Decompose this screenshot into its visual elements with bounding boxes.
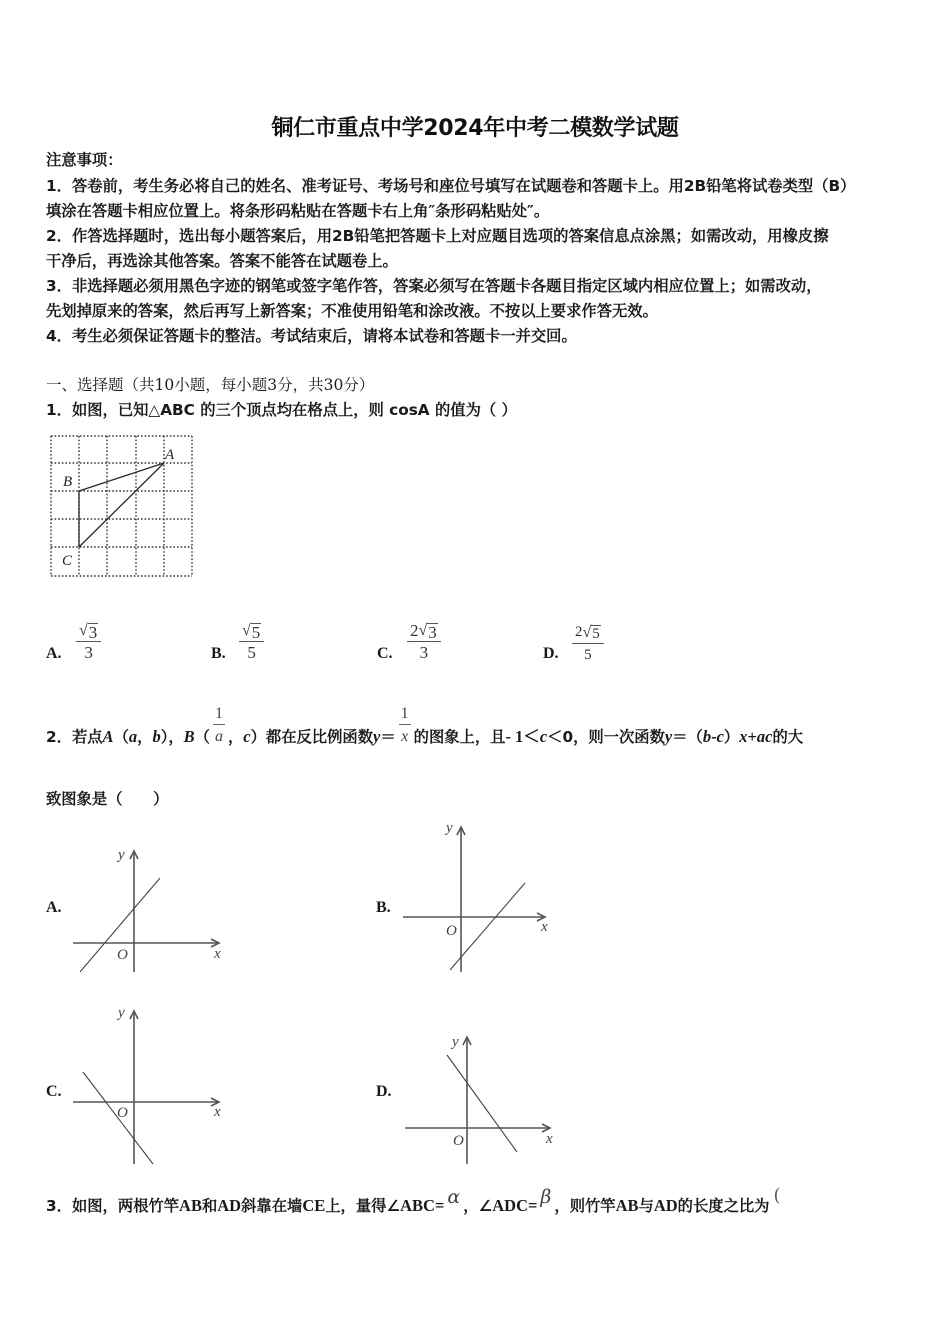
q2-text: -: [711, 727, 717, 746]
vertex-label-a: A: [165, 447, 175, 463]
triangle-abc: [79, 463, 164, 547]
q3-text: 上，量得∠: [325, 1197, 401, 1215]
question-2-stem: [46, 705, 803, 748]
x-axis-label: x: [546, 1131, 553, 1147]
fraction-one-over-x: [399, 705, 411, 748]
q1-option-d-fraction: [572, 622, 604, 666]
q3-text: AB: [179, 1196, 202, 1215]
q3-text: ，∠: [463, 1197, 493, 1215]
q3-text: AD: [217, 1196, 242, 1215]
radical-icon: √: [242, 622, 251, 639]
q1-option-a-label: A.: [46, 645, 62, 662]
q2-text: 的图象上，且: [413, 728, 506, 746]
q2-var: B: [183, 727, 195, 746]
alpha-symbol: α: [447, 1186, 461, 1208]
q3-text: 3．如图，两根竹竿: [46, 1197, 180, 1215]
q2-var: c: [243, 727, 251, 746]
denominator: 3: [419, 643, 429, 662]
q2-var: ac: [756, 727, 773, 746]
q1-option-b-fraction: [239, 620, 264, 664]
q3-text: ADC=: [492, 1196, 538, 1215]
q2-text: ，: [227, 728, 244, 746]
radical-icon: √: [418, 622, 428, 639]
numerator: 1: [400, 705, 409, 722]
q1-option-b-label: B.: [211, 645, 226, 662]
q1-grid-figure: [45, 430, 205, 590]
q2-option-d-graph: [395, 1025, 565, 1170]
note-line: 1．答卷前，考生务必将自己的姓名、准考证号、考场号和座位号填写在试题卷和答题卡上。用2B铅笔将试卷类型（B）: [46, 177, 856, 195]
radical-icon: √: [79, 622, 88, 639]
q2-var: A: [102, 727, 114, 746]
q3-text: CE: [302, 1196, 326, 1215]
q2-text: ，: [137, 728, 153, 746]
q2-var: b: [702, 727, 712, 746]
denominator: 5: [247, 643, 256, 662]
q3-text: ABC=: [400, 1196, 445, 1215]
q2-var: b: [152, 727, 161, 746]
radicand: 3: [428, 623, 437, 642]
note-line: 4．考生必须保证答题卡的整洁。考试结束后，请将本试卷和答题卡一并交回。: [46, 327, 577, 345]
document-title: 铜仁市重点中学2024年中考二模数学试题: [271, 116, 679, 141]
q2-var: y: [664, 727, 673, 746]
denominator: x: [401, 728, 409, 745]
note-line: 填涂在答题卡相应位置上。将条形码粘贴在答题卡右上角″条形码粘贴处″。: [46, 202, 550, 220]
q3-text: 斜靠在墙: [241, 1197, 303, 1215]
q2-text: ）: [723, 728, 740, 746]
q2-option-b-label: B.: [376, 899, 391, 916]
origin-label: O: [117, 947, 128, 963]
q2-text: ），: [160, 728, 184, 746]
numerator-coefficient: 2: [410, 621, 419, 640]
q2-text: ＝（: [672, 728, 703, 746]
q1-option-c-label: C.: [377, 645, 393, 662]
question-3-stem: [46, 1185, 781, 1217]
fraction-bar: [213, 724, 225, 725]
q2-text: （: [113, 728, 129, 746]
q3-text: AB: [615, 1196, 639, 1215]
q2-text: ）都在反比例函数: [250, 728, 373, 746]
q2-text: （: [194, 728, 210, 746]
q3-text: AD: [653, 1196, 678, 1215]
radical-icon: √: [582, 624, 592, 641]
x-axis-label: x: [541, 919, 548, 935]
q2-option-b-graph: [395, 815, 560, 980]
radicand: 5: [251, 623, 261, 642]
note-line: 3．非选择题必须用黑色字迹的钢笔或签字笔作答，答案必须写在答题卡各题目指定区域内相应位置上；如需改动，: [46, 277, 822, 295]
q2-text: - 1＜: [505, 727, 540, 746]
q1-option-a-fraction: [76, 620, 101, 664]
x-axis-label: x: [214, 1104, 221, 1120]
q1-option-d-label: D.: [543, 645, 559, 662]
note-line: 先划掉原来的答案，然后再写上新答案；不准使用铅笔和涂改液。不按以上要求作答无效。: [46, 302, 658, 320]
q3-text: ，则竹竿: [554, 1197, 616, 1215]
y-axis-label: y: [452, 1034, 459, 1050]
q2-option-d-label: D.: [376, 1083, 392, 1100]
y-axis-label: y: [118, 847, 125, 863]
radicand: 5: [592, 626, 600, 642]
q1-option-c-fraction: [407, 620, 441, 664]
q2-var: x: [739, 727, 748, 746]
q2-var: y: [373, 727, 381, 746]
note-line: 干净后，再选涂其他答案。答案不能答在试题卷上。: [46, 252, 398, 270]
beta-symbol: β: [540, 1186, 552, 1208]
q2-text: 的大: [772, 728, 804, 746]
fraction-bar: [399, 724, 411, 725]
q3-text: 和: [201, 1197, 218, 1215]
question-2-continuation: 致图象是（ ）: [46, 790, 169, 808]
denominator: 3: [84, 643, 93, 662]
x-axis-label: x: [214, 946, 221, 962]
q2-option-a-label: A.: [46, 899, 62, 916]
q2-option-c-label: C.: [46, 1083, 62, 1100]
denominator: 5: [584, 647, 592, 663]
denominator: a: [214, 728, 223, 745]
q2-option-a-graph: [60, 840, 240, 980]
q2-var: c: [716, 727, 724, 746]
origin-label: O: [117, 1105, 128, 1121]
notes-heading: 注意事项：: [46, 151, 123, 169]
numerator-coefficient: 2: [575, 624, 583, 640]
vertex-label-b: B: [63, 474, 73, 490]
question-1-stem: 1．如图，已知△ABC 的三个顶点均在格点上，则 cosA 的值为（ ）: [46, 401, 517, 419]
section-heading-multiple-choice: 一、选择题（共10小题，每小题3分，共30分）: [46, 376, 375, 394]
q2-var: c: [539, 727, 548, 746]
origin-label: O: [453, 1133, 464, 1149]
note-line: 2．作答选择题时，选出每小题答案后，用2B铅笔把答题卡上对应题目选项的答案信息点涂黑；如需改动，用橡皮擦: [46, 227, 829, 245]
y-axis-label: y: [118, 1005, 125, 1021]
vertex-label-c: C: [62, 553, 73, 569]
q3-text: 的长度之比为: [677, 1197, 770, 1215]
q3-text: 与: [638, 1197, 654, 1215]
open-paren: (: [773, 1185, 781, 1206]
q2-text: ＜0，则一次函数: [547, 728, 665, 746]
q2-option-c-graph: [60, 1000, 240, 1170]
q2-var: a: [128, 727, 138, 746]
q2-text: +: [747, 727, 757, 746]
origin-label: O: [446, 923, 457, 939]
q2-text: ＝: [380, 728, 396, 746]
y-axis-label: y: [446, 820, 453, 836]
numerator: 1: [214, 705, 223, 722]
radicand: 3: [88, 623, 98, 642]
q2-text: 2．若点: [46, 728, 103, 746]
fraction-one-over-a: [213, 705, 225, 748]
